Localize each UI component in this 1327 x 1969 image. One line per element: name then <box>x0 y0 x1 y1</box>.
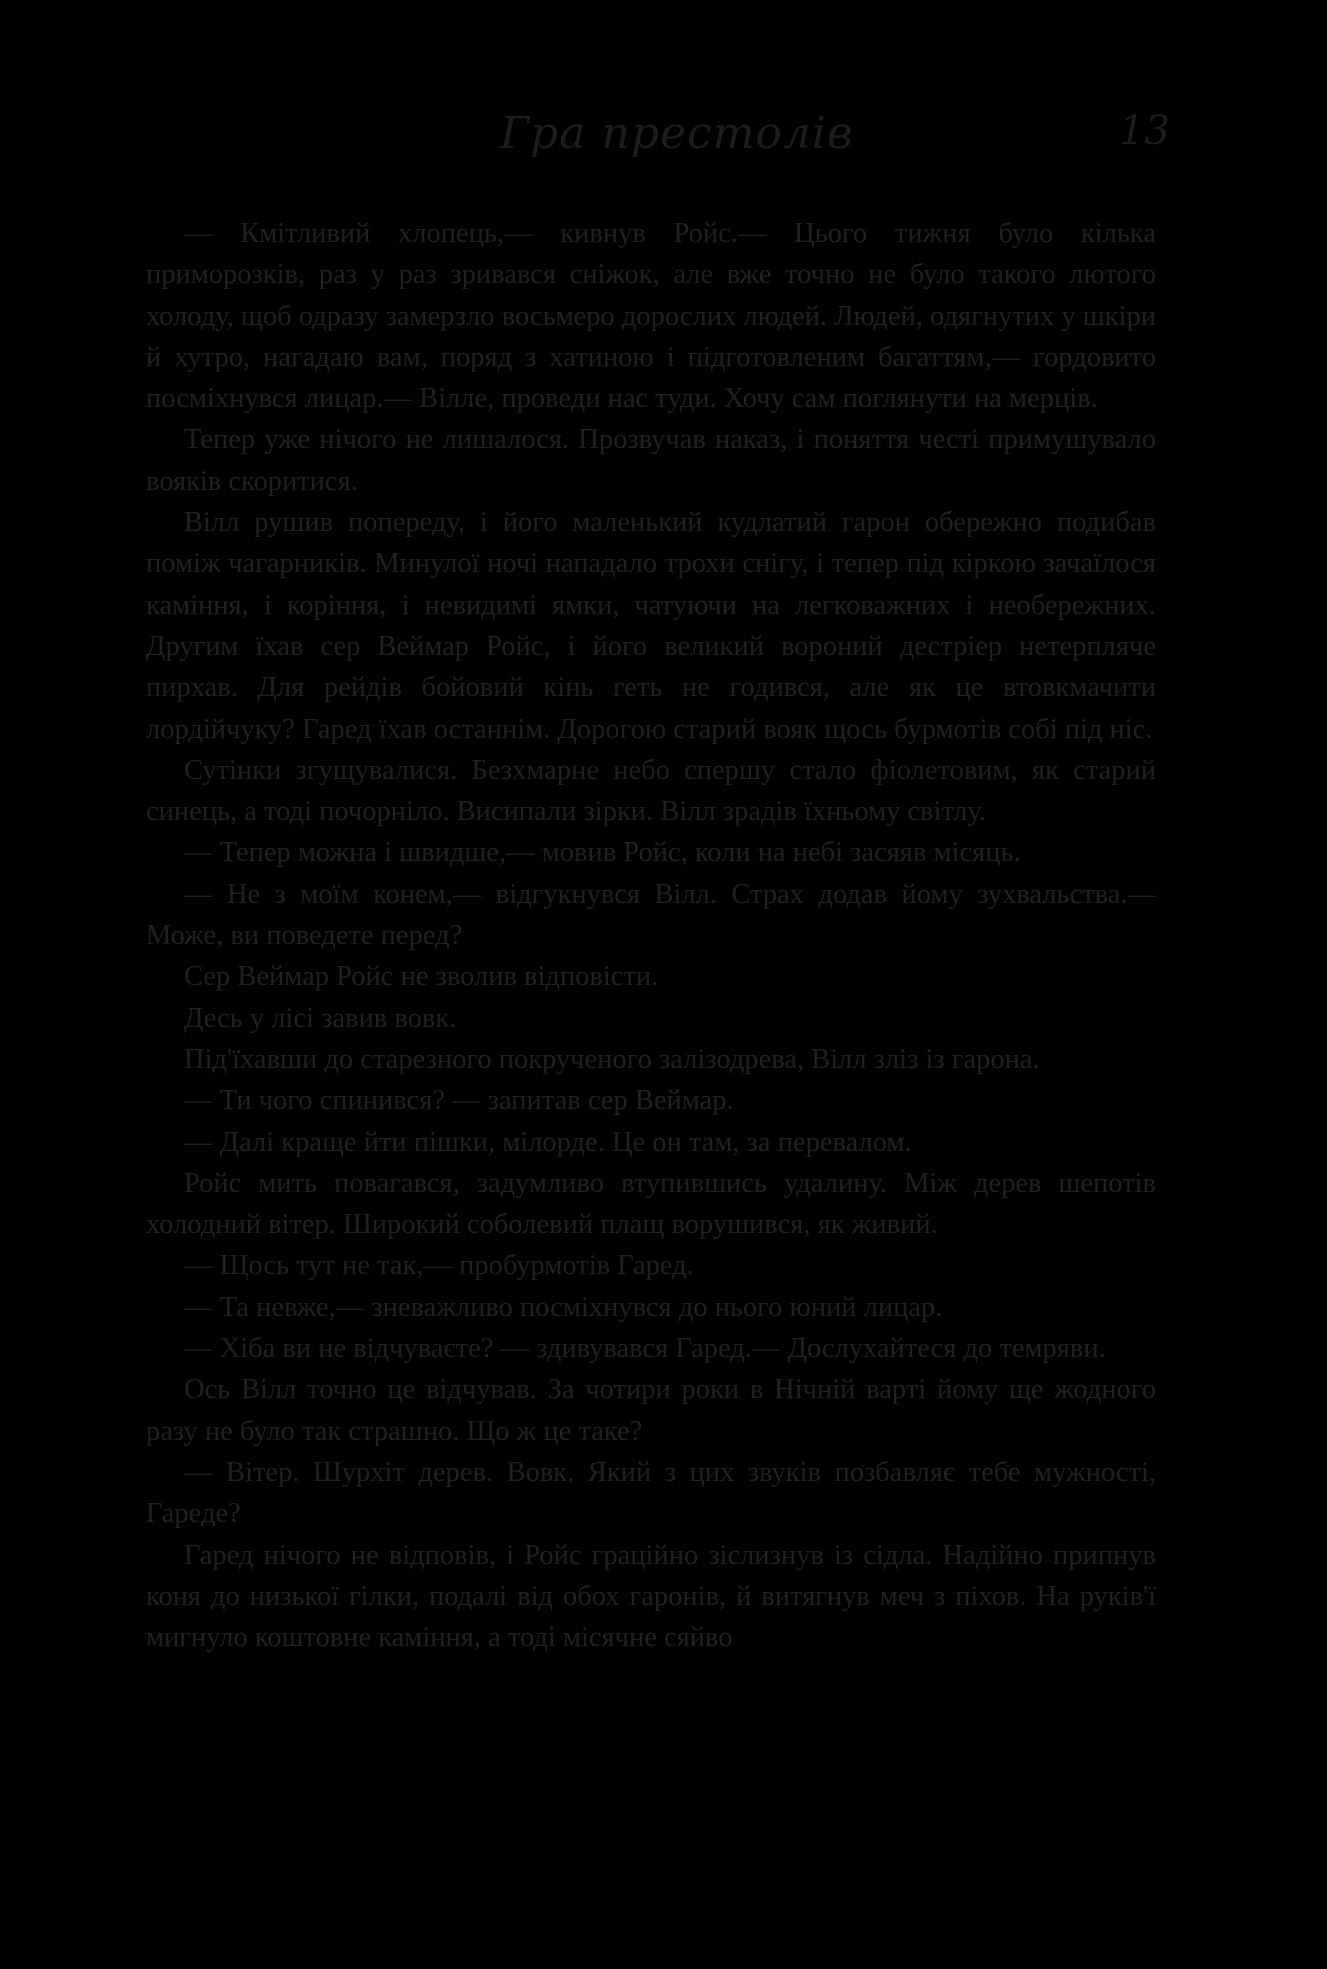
paragraph: Ройс мить повагався, задумливо втупившись удалину. Між дерев шепотів холодний вітер. Широкий соболевий плащ ворушився, як живий. <box>146 1167 1156 1241</box>
paragraph: — Не з моїм конем,— відгукнувся Вілл. Страх додав йому зухвальства.— Може, ви поведете перед? <box>146 878 1156 952</box>
paragraph: Сутінки згущувалися. Безхмарне небо спершу стало фіолетовим, як старий синець, а тоді почорніло. Висипали зірки. Вілл зрадів їхньому світлу. <box>146 754 1156 828</box>
paragraph: — Далі краще йти пішки, мілорде. Це он там, за перевалом. <box>184 1126 912 1158</box>
paragraph: Вілл рушив попереду, і його маленький кудлатий гарон обережно подибав поміж чагарників. Минулої ночі нападало трохи снігу, і тепер під кіркою зачаїлося каміння, і коріння, і невидимі ямки, чатуючи на легковажних і необережних. Другим їхав сер Веймар Ройс, і його великий вороний дестріер нетерпляче пирхав. Для рейдів бойовий кінь геть не годився, але як це втовкмачити лордійчуку? Гаред їхав останнім. Дорогою старий вояк щось бурмотів собі під ніс. <box>146 507 1156 745</box>
page-header <box>0 108 1327 168</box>
running-title: Гра престолів <box>500 108 854 159</box>
paragraph: Гаред нічого не відповів, і Ройс граційно зіслизнув із сідла. Надійно припнув коня до низької гілки, подалі від обох гаронів, й витягнув меч з піхов. На руків'ї мигнуло коштовне каміння, а тоді місячне сяйво <box>146 1539 1156 1654</box>
paragraph: — Кмітливий хлопець,— кивнув Ройс.— Цього тижня було кілька приморозків, раз у раз зривався сніжок, але вже точно не було такого лютого холоду, щоб одразу замерзло восьмеро дорослих людей. Людей, одягнутих у шкіри й хутро, нагадаю вам, поряд з хатиною і підготовленим багаттям,— гордовито посміхнувся лицар.— Вілле, проведи нас туди. Хочу сам поглянути на мерців. <box>146 218 1156 415</box>
paragraph: Сер Веймар Ройс не зволив відповісти. <box>184 961 659 993</box>
paragraph: — Тепер можна і швидше,— мовив Ройс, коли на небі засяяв місяць. <box>184 837 1021 869</box>
paragraph: Десь у лісі завив вовк. <box>184 1002 457 1034</box>
paragraph: — Вітер. Шурхіт дерев. Вовк. Який з цих звуків позбавляє тебе мужності, Гареде? <box>146 1456 1156 1530</box>
page-number: 13 <box>1119 108 1170 154</box>
paragraph: Ось Вілл точно це відчував. За чотири роки в Нічній варті йому ще жодного разу не було так страшно. Що ж це таке? <box>146 1374 1156 1447</box>
paragraph: — Ти чого спинився? — запитав сер Веймар. <box>184 1085 734 1117</box>
paragraph: — Щось тут не так,— пробурмотів Гаред. <box>184 1250 694 1282</box>
body-text <box>146 213 1156 1658</box>
paragraph: Під'їхавши до старезного покрученого залізодрева, Вілл зліз із гарона. <box>184 1043 1040 1075</box>
paragraph: Тепер уже нічого не лишалося. Прозвучав наказ, і поняття честі примушувало вояків скоритися. <box>146 424 1156 497</box>
paragraph: — Та невже,— зневажливо посміхнувся до нього юний лицар. <box>184 1291 943 1323</box>
paragraph: — Хіба ви не відчуваєте? — здивувався Гаред.— Дослухайтеся до темряви. <box>184 1333 1106 1365</box>
